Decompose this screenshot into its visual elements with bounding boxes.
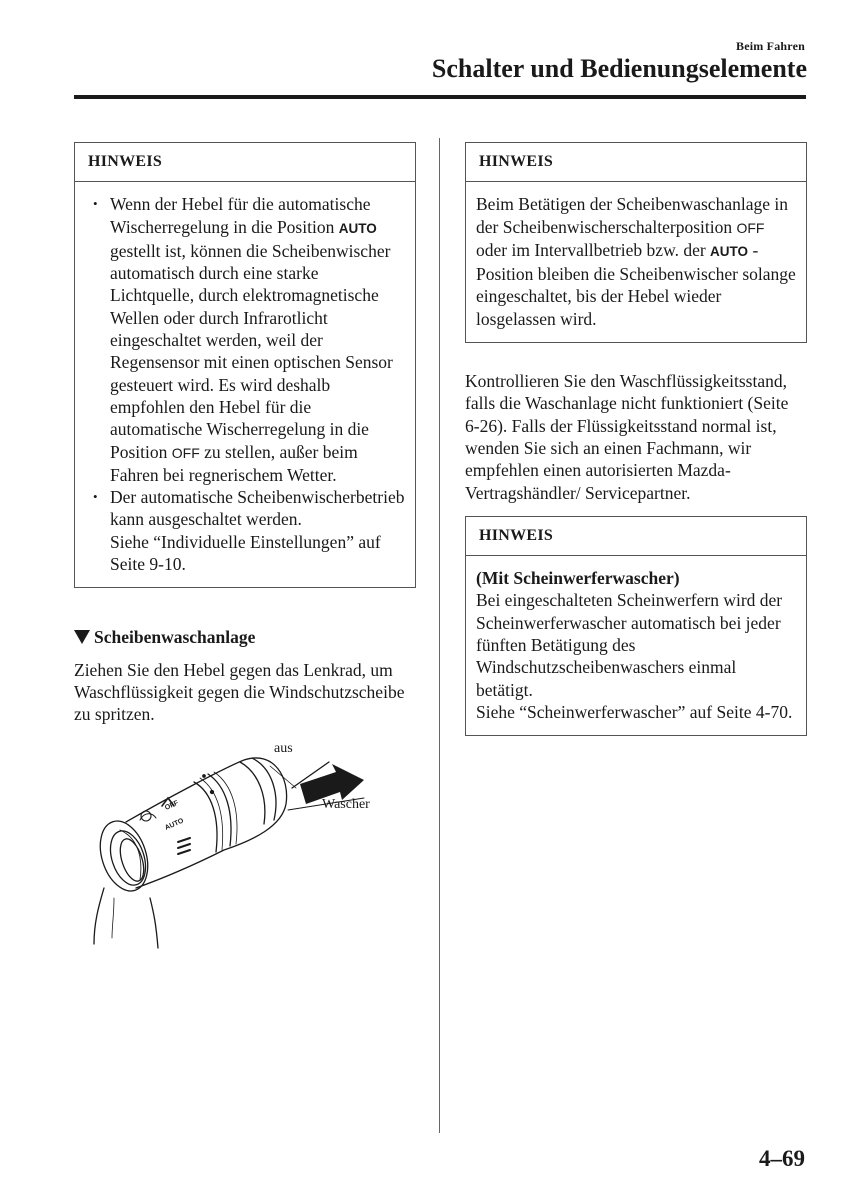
section-subheading: [74, 626, 416, 648]
page-title: Schalter und Bedienungselemente: [431, 54, 807, 83]
subheading-text: Scheibenwaschanlage: [94, 627, 256, 648]
note-subtitle: (Mit Scheinwerferwascher): [476, 568, 680, 589]
section-label: Beim Fahren: [736, 39, 805, 53]
bullet-text: zu stellen, außer beim Fahren bei regnerischem Wetter.: [110, 441, 358, 485]
auto-position-label: AUTO: [338, 220, 377, 236]
note-text-part: -Position bleiben die Scheibenwischer solange eingeschaltet, bis der Hebel wieder losgelassen wird.: [476, 239, 796, 329]
note-text-part: Beim Betätigen der Scheibenwaschanlage in der Scheibenwischerschalterposition: [476, 194, 788, 237]
body-paragraph: Kontrollieren Sie den Waschflüssigkeitsstand, falls die Waschanlage nicht funktioniert (Seite 6-26). Falls der Flüssigkeitsstand normal ist, wenden Sie sich an einen Fachmann, wir empfehlen einen autorisierten Mazda-Vertragshändler/ Servicepartner.: [465, 371, 789, 503]
note-box-auto-wiper: [74, 142, 416, 588]
note-body: [466, 556, 806, 735]
header-rule: [74, 95, 806, 99]
note-text-part: oder im Intervallbetrieb bzw. der: [476, 239, 711, 260]
note-box-headlight-washer: [465, 516, 807, 736]
note-body: [75, 182, 415, 587]
column-divider: [439, 138, 440, 1133]
bullet-text: Der automatische Scheibenwischerbetrieb kann ausgeschaltet werden.: [110, 487, 405, 530]
note-bullet-list: [85, 193, 405, 575]
wiper-lever-illustration: [74, 748, 416, 968]
lever-off-label: OFF: [163, 799, 180, 812]
right-column: [465, 142, 807, 736]
note-heading: HINWEIS: [466, 517, 806, 556]
page-number: 4–69: [759, 1146, 805, 1171]
bullet-text: gestellt ist, können die Scheibenwischer automatisch durch eine starke Lichtquelle, durch elektromagnetische Wellen oder durch Infrarotlicht eingeschaltet werden, weil der Regensensor mit einen optischen Sensor gesteuert wird. Es wird deshalb empfohlen den Hebel für die automatische Wischerregelung in die Position: [110, 240, 393, 462]
off-position-label: OFF: [171, 444, 200, 461]
page-reference: Siehe “Scheinwerferwascher” auf Seite 4-70.: [476, 701, 793, 722]
triangle-down-icon: [74, 630, 90, 644]
note-text: Bei eingeschalteten Scheinwerfern wird der Scheinwerferwascher automatisch bei jeder fünften Betätigung des Windschutzscheibenwaschers einmal betätigt.: [476, 590, 783, 700]
note-body: [466, 182, 806, 342]
lever-auto-label: AUTO: [163, 816, 185, 832]
page-reference: Siehe “Individuelle Einstellungen” auf Seite 9-10.: [110, 531, 381, 575]
list-item: [85, 193, 405, 486]
note-heading: HINWEIS: [75, 143, 415, 182]
bullet-text: Wenn der Hebel für die automatische Wischerregelung in die Position: [110, 194, 371, 237]
body-paragraph: Ziehen Sie den Hebel gegen das Lenkrad, um Waschflüssigkeit gegen die Windschutzscheibe zu spritzen.: [74, 659, 405, 725]
list-item: [85, 486, 405, 575]
off-position-label: OFF: [736, 219, 765, 236]
note-box-washer-operation: [465, 142, 807, 343]
washer-label: Wascher: [322, 796, 370, 812]
note-text: [476, 193, 796, 330]
note-heading: HINWEIS: [466, 143, 806, 182]
washer-lever-figure: [74, 740, 416, 968]
left-column: [74, 142, 416, 968]
auto-position-label: AUTO: [710, 243, 749, 259]
off-label: aus: [274, 740, 293, 756]
